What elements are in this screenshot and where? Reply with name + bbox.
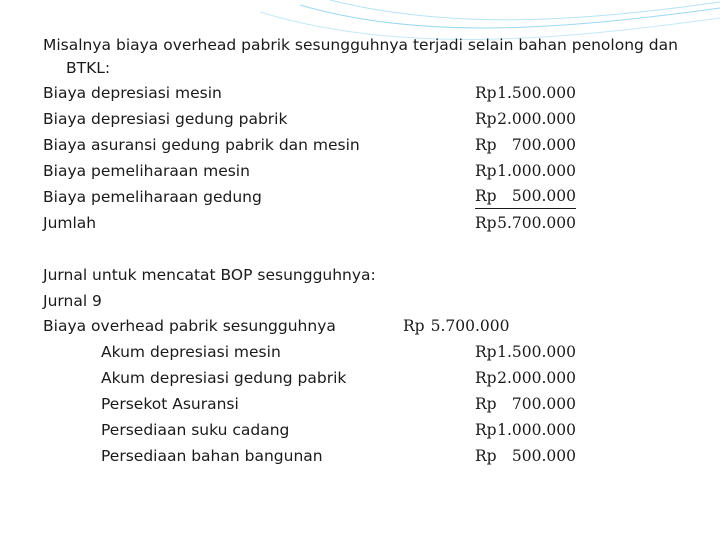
cost-item-label: Biaya asuransi gedung pabrik dan mesin <box>43 136 360 154</box>
amount-value: 1.500.000 <box>497 343 576 361</box>
cost-item-amount-underlined <box>475 184 576 209</box>
amount-value: 700.000 <box>511 136 576 154</box>
journal-credit-amount <box>475 391 576 417</box>
currency-symbol: Rp <box>475 136 497 154</box>
journal-number: Jurnal 9 <box>43 292 102 310</box>
journal-credit-amount <box>475 417 576 443</box>
amount-value: 500.000 <box>511 447 576 465</box>
journal-credit-amount <box>475 443 576 469</box>
journal-credit-label: Akum depresiasi mesin <box>101 343 281 361</box>
currency-symbol: Rp <box>475 421 497 439</box>
cost-item-label: Biaya depresiasi mesin <box>43 84 222 102</box>
total-amount <box>475 210 576 236</box>
currency-symbol: Rp <box>475 162 497 180</box>
currency-symbol: Rp <box>475 84 497 102</box>
journal-credit-label: Persekot Asuransi <box>101 395 239 413</box>
total-label: Jumlah <box>43 214 97 232</box>
cost-item-amount <box>475 106 576 132</box>
cost-item-label: Biaya pemeliharaan gedung <box>43 188 262 206</box>
journal-credit-amount <box>475 339 576 365</box>
amount-value: 1.000.000 <box>497 421 576 439</box>
cost-item-amount <box>475 132 576 158</box>
amount-value: 500.000 <box>511 187 576 205</box>
amount-value: 1.000.000 <box>497 162 576 180</box>
currency-symbol: Rp <box>475 214 497 232</box>
currency-symbol: Rp <box>403 317 425 335</box>
currency-symbol: Rp <box>475 343 497 361</box>
journal-credit-label: Persediaan bahan bangunan <box>101 447 323 465</box>
journal-heading: Jurnal untuk mencatat BOP sesungguhnya: <box>43 266 376 284</box>
cost-item-amount <box>475 158 576 184</box>
cost-item-label: Biaya pemeliharaan mesin <box>43 162 250 180</box>
currency-symbol: Rp <box>475 110 497 128</box>
amount-value: 700.000 <box>511 395 576 413</box>
cost-item-amount <box>475 80 576 106</box>
journal-credit-label: Persediaan suku cadang <box>101 421 290 439</box>
amount-value: 2.000.000 <box>497 110 576 128</box>
currency-symbol: Rp <box>475 369 497 387</box>
amount-value: 5.700.000 <box>430 317 510 335</box>
intro-text-line-2: BTKL: <box>66 59 111 77</box>
journal-credit-label: Akum depresiasi gedung pabrik <box>101 369 347 387</box>
amount-value: 2.000.000 <box>497 369 576 387</box>
journal-debit-label: Biaya overhead pabrik sesungguhnya <box>43 317 336 335</box>
currency-symbol: Rp <box>475 187 497 205</box>
intro-text-line-1: Misalnya biaya overhead pabrik sesungguhnya terjadi selain bahan penolong dan <box>43 36 678 54</box>
journal-debit-amount <box>403 313 509 339</box>
currency-symbol: Rp <box>475 395 497 413</box>
amount-value: 1.500.000 <box>497 84 576 102</box>
amount-value: 5.700.000 <box>497 214 576 232</box>
currency-symbol: Rp <box>475 447 497 465</box>
journal-credit-amount <box>475 365 576 391</box>
cost-item-label: Biaya depresiasi gedung pabrik <box>43 110 288 128</box>
